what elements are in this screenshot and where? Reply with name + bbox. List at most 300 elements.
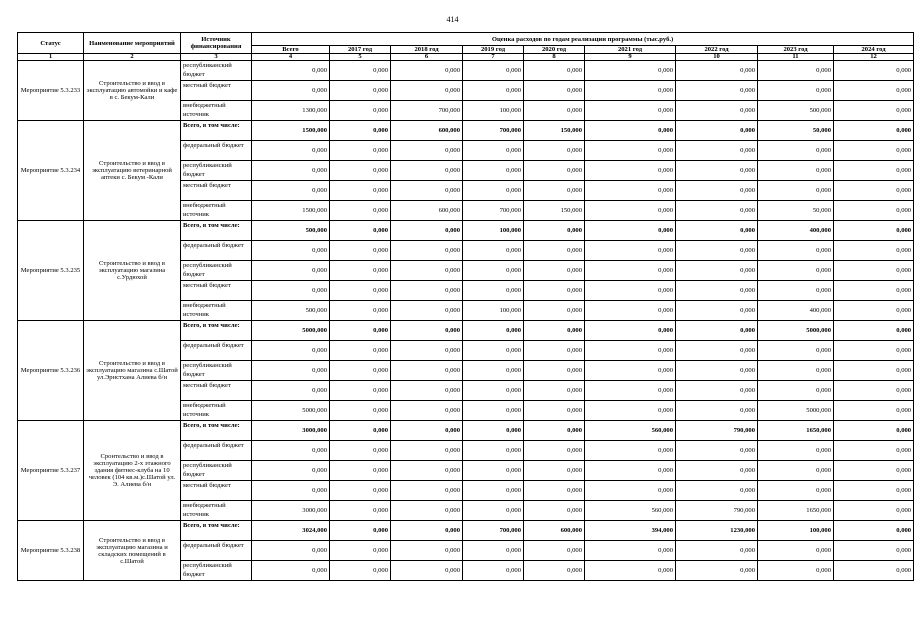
value-cell: 0,000 [252,181,330,201]
value-cell: 0,000 [330,281,391,301]
value-cell: 0,000 [676,241,758,261]
value-cell: 1230,000 [676,521,758,541]
value-cell: 0,000 [463,61,524,81]
value-cell: 0,000 [758,61,834,81]
value-cell: 0,000 [834,101,914,121]
source-cell: Всего, в том числе: [181,421,252,441]
value-cell: 100,000 [758,521,834,541]
value-cell: 0,000 [524,241,585,261]
value-cell: 0,000 [463,321,524,341]
value-cell: 0,000 [585,141,676,161]
value-cell: 0,000 [585,241,676,261]
status-cell: Мероприятие 5.3.234 [18,121,84,221]
column-number: 5 [330,54,391,61]
value-cell: 0,000 [676,441,758,461]
page-number: 414 [446,15,459,24]
value-cell: 0,000 [585,561,676,581]
value-cell: 1500,000 [252,121,330,141]
source-cell: местный бюджет [181,381,252,401]
value-cell: 500,000 [758,101,834,121]
value-cell: 0,000 [252,241,330,261]
value-cell: 0,000 [330,161,391,181]
value-cell: 0,000 [676,101,758,121]
value-cell: 0,000 [524,221,585,241]
status-cell: Мероприятие 5.3.233 [18,61,84,121]
source-cell: федеральный бюджет [181,241,252,261]
event-name-cell: Сронтельство и ввод в эксплуатацию 2-х этажного здания фитнес-клуба на 10 человек (104 кв.м.)с.Шатой ул. Э. Алиева б/н [84,421,181,521]
value-cell: 0,000 [758,161,834,181]
value-cell: 0,000 [758,561,834,581]
value-cell: 0,000 [676,401,758,421]
column-number: 8 [524,54,585,61]
value-cell: 0,000 [252,441,330,461]
column-number-row [18,54,914,61]
value-cell: 0,000 [252,541,330,561]
value-cell: 0,000 [676,81,758,101]
value-cell: 0,000 [524,381,585,401]
value-cell: 0,000 [330,441,391,461]
value-cell: 1650,000 [758,501,834,521]
value-cell: 0,000 [834,321,914,341]
source-cell: местный бюджет [181,281,252,301]
value-cell: 0,000 [330,561,391,581]
value-cell: 0,000 [585,301,676,321]
header-year: 2024 год [834,46,914,54]
value-cell: 0,000 [391,61,463,81]
value-cell: 0,000 [252,141,330,161]
value-cell: 0,000 [834,401,914,421]
value-cell: 0,000 [676,561,758,581]
value-cell: 0,000 [676,121,758,141]
value-cell: 0,000 [834,521,914,541]
value-cell: 100,000 [463,101,524,121]
value-cell: 50,000 [758,121,834,141]
value-cell: 600,000 [524,521,585,541]
value-cell: 0,000 [758,341,834,361]
header-year: 2019 год [463,46,524,54]
value-cell: 0,000 [834,461,914,481]
value-cell: 0,000 [758,361,834,381]
value-cell: 0,000 [524,141,585,161]
value-cell: 0,000 [834,421,914,441]
value-cell: 0,000 [834,441,914,461]
value-cell: 0,000 [463,501,524,521]
value-cell: 0,000 [585,321,676,341]
source-cell: федеральный бюджет [181,141,252,161]
value-cell: 0,000 [834,121,914,141]
value-cell: 0,000 [758,541,834,561]
value-cell: 0,000 [330,301,391,321]
source-cell: внебюджетный источник [181,101,252,121]
value-cell: 0,000 [758,141,834,161]
header-year: 2018 год [391,46,463,54]
column-number: 6 [391,54,463,61]
header-year: 2022 год [676,46,758,54]
value-cell: 0,000 [330,61,391,81]
value-cell: 0,000 [463,461,524,481]
source-cell: Всего, в том числе: [181,321,252,341]
table-row [18,221,914,241]
value-cell: 0,000 [834,241,914,261]
value-cell: 0,000 [330,321,391,341]
value-cell: 0,000 [330,401,391,421]
value-cell: 700,000 [463,201,524,221]
header-year: Всего [252,46,330,54]
value-cell: 0,000 [585,341,676,361]
table-row [18,521,914,541]
value-cell: 0,000 [463,481,524,501]
value-cell: 0,000 [463,261,524,281]
value-cell: 0,000 [330,101,391,121]
source-cell: республиканский бюджет [181,61,252,81]
value-cell: 0,000 [391,501,463,521]
value-cell: 0,000 [758,81,834,101]
value-cell: 0,000 [524,561,585,581]
value-cell: 0,000 [524,441,585,461]
value-cell: 400,000 [758,221,834,241]
value-cell: 0,000 [834,61,914,81]
value-cell: 0,000 [676,181,758,201]
value-cell: 5000,000 [252,401,330,421]
value-cell: 0,000 [463,341,524,361]
source-cell: внебюджетный источник [181,501,252,521]
source-cell: республиканский бюджет [181,561,252,581]
value-cell: 0,000 [524,481,585,501]
source-cell: республиканский бюджет [181,261,252,281]
column-number: 7 [463,54,524,61]
value-cell: 0,000 [463,81,524,101]
value-cell: 0,000 [834,281,914,301]
value-cell: 0,000 [330,421,391,441]
value-cell: 0,000 [524,361,585,381]
status-cell: Мероприятие 5.3.235 [18,221,84,321]
header-year: 2020 год [524,46,585,54]
value-cell: 0,000 [330,381,391,401]
value-cell: 0,000 [834,221,914,241]
table-row [18,421,914,441]
value-cell: 560,000 [585,421,676,441]
value-cell: 0,000 [758,381,834,401]
value-cell: 0,000 [834,341,914,361]
value-cell: 0,000 [252,341,330,361]
value-cell: 0,000 [391,301,463,321]
value-cell: 1650,000 [758,421,834,441]
value-cell: 0,000 [585,261,676,281]
value-cell: 0,000 [676,541,758,561]
value-cell: 50,000 [758,201,834,221]
column-number: 4 [252,54,330,61]
header-year: 2017 год [330,46,391,54]
value-cell: 1500,000 [252,201,330,221]
value-cell: 0,000 [676,381,758,401]
value-cell: 0,000 [330,481,391,501]
value-cell: 0,000 [252,381,330,401]
value-cell: 3024,000 [252,521,330,541]
value-cell: 0,000 [676,261,758,281]
value-cell: 0,000 [463,141,524,161]
value-cell: 0,000 [585,381,676,401]
value-cell: 0,000 [391,81,463,101]
source-cell: федеральный бюджет [181,541,252,561]
value-cell: 0,000 [391,321,463,341]
source-cell: республиканский бюджет [181,361,252,381]
value-cell: 0,000 [676,161,758,181]
value-cell: 0,000 [391,341,463,361]
value-cell: 0,000 [676,341,758,361]
value-cell: 0,000 [676,301,758,321]
value-cell: 0,000 [391,421,463,441]
value-cell: 0,000 [391,141,463,161]
source-cell: внебюджетный источник [181,401,252,421]
source-cell: местный бюджет [181,181,252,201]
value-cell: 0,000 [676,141,758,161]
expenses-table [17,32,914,581]
value-cell: 0,000 [834,261,914,281]
event-name-cell: Строительство и ввод в эксплуатацию магазина и складских помещений в с.Шатой [84,521,181,581]
header-year: 2023 год [758,46,834,54]
value-cell: 0,000 [758,481,834,501]
value-cell: 0,000 [834,201,914,221]
value-cell: 0,000 [585,121,676,141]
value-cell: 0,000 [463,361,524,381]
status-cell: Мероприятие 5.3.238 [18,521,84,581]
value-cell: 0,000 [585,181,676,201]
value-cell: 0,000 [330,521,391,541]
column-number: 10 [676,54,758,61]
value-cell: 0,000 [391,461,463,481]
value-cell: 0,000 [391,181,463,201]
value-cell: 0,000 [676,221,758,241]
value-cell: 0,000 [834,381,914,401]
source-cell: республиканский бюджет [181,461,252,481]
value-cell: 0,000 [585,361,676,381]
value-cell: 0,000 [330,81,391,101]
value-cell: 0,000 [524,341,585,361]
value-cell: 0,000 [524,161,585,181]
value-cell: 5000,000 [758,401,834,421]
value-cell: 0,000 [330,141,391,161]
value-cell: 0,000 [252,281,330,301]
source-cell: Всего, в том числе: [181,121,252,141]
table-row [18,321,914,341]
value-cell: 500,000 [252,301,330,321]
value-cell: 0,000 [330,541,391,561]
value-cell: 0,000 [585,61,676,81]
value-cell: 0,000 [330,261,391,281]
value-cell: 0,000 [758,261,834,281]
value-cell: 0,000 [463,241,524,261]
value-cell: 0,000 [676,321,758,341]
source-cell: федеральный бюджет [181,341,252,361]
header-status: Статус [18,33,84,54]
value-cell: 0,000 [330,121,391,141]
value-cell: 0,000 [391,441,463,461]
value-cell: 0,000 [391,241,463,261]
event-name-cell: Строительство и ввод в эксплуатацию магазина с.Урдюхой [84,221,181,321]
value-cell: 0,000 [834,181,914,201]
value-cell: 3000,000 [252,501,330,521]
value-cell: 394,000 [585,521,676,541]
value-cell: 0,000 [252,61,330,81]
value-cell: 0,000 [330,341,391,361]
value-cell: 0,000 [834,301,914,321]
header-year: 2021 год [585,46,676,54]
value-cell: 0,000 [391,261,463,281]
value-cell: 0,000 [252,261,330,281]
value-cell: 0,000 [585,101,676,121]
value-cell: 0,000 [463,541,524,561]
value-cell: 0,000 [676,461,758,481]
value-cell: 0,000 [758,241,834,261]
value-cell: 0,000 [391,541,463,561]
value-cell: 0,000 [330,241,391,261]
value-cell: 0,000 [463,441,524,461]
source-cell: Всего, в том числе: [181,221,252,241]
value-cell: 790,000 [676,421,758,441]
value-cell: 700,000 [463,121,524,141]
source-cell: местный бюджет [181,481,252,501]
value-cell: 0,000 [834,561,914,581]
value-cell: 600,000 [391,121,463,141]
table-row [18,121,914,141]
value-cell: 0,000 [524,501,585,521]
header-event: Наименование мероприятий [84,33,181,54]
value-cell: 0,000 [330,501,391,521]
value-cell: 790,000 [676,501,758,521]
value-cell: 0,000 [758,441,834,461]
value-cell: 0,000 [252,561,330,581]
table-body [18,61,914,581]
value-cell: 0,000 [524,401,585,421]
source-cell: внебюджетный источник [181,301,252,321]
value-cell: 700,000 [391,101,463,121]
value-cell: 0,000 [524,181,585,201]
header-estimate: Оценка расходов по годам реализации программы (тыс.руб.) [252,33,914,46]
value-cell: 0,000 [330,201,391,221]
column-number: 11 [758,54,834,61]
value-cell: 700,000 [463,521,524,541]
header-source: Источник финансирования [181,33,252,54]
value-cell: 0,000 [585,461,676,481]
value-cell: 0,000 [834,361,914,381]
value-cell: 0,000 [463,161,524,181]
value-cell: 0,000 [524,321,585,341]
value-cell: 0,000 [758,461,834,481]
value-cell: 0,000 [330,461,391,481]
value-cell: 560,000 [585,501,676,521]
value-cell: 0,000 [758,281,834,301]
value-cell: 0,000 [524,461,585,481]
value-cell: 0,000 [391,281,463,301]
value-cell: 0,000 [834,501,914,521]
value-cell: 0,000 [391,381,463,401]
value-cell: 0,000 [524,541,585,561]
value-cell: 500,000 [252,221,330,241]
value-cell: 100,000 [463,221,524,241]
value-cell: 0,000 [585,81,676,101]
value-cell: 0,000 [676,281,758,301]
value-cell: 0,000 [330,361,391,381]
value-cell: 0,000 [463,561,524,581]
value-cell: 0,000 [834,481,914,501]
status-cell: Мероприятие 5.3.236 [18,321,84,421]
value-cell: 3000,000 [252,421,330,441]
column-number: 12 [834,54,914,61]
value-cell: 0,000 [463,421,524,441]
value-cell: 400,000 [758,301,834,321]
column-number: 9 [585,54,676,61]
value-cell: 0,000 [676,361,758,381]
value-cell: 0,000 [391,401,463,421]
value-cell: 0,000 [676,201,758,221]
value-cell: 5000,000 [252,321,330,341]
value-cell: 0,000 [463,281,524,301]
value-cell: 0,000 [524,101,585,121]
column-number: 3 [181,54,252,61]
value-cell: 0,000 [585,401,676,421]
value-cell: 0,000 [585,161,676,181]
value-cell: 0,000 [391,221,463,241]
value-cell: 0,000 [391,361,463,381]
value-cell: 0,000 [252,361,330,381]
value-cell: 0,000 [758,181,834,201]
value-cell: 5000,000 [758,321,834,341]
value-cell: 0,000 [834,141,914,161]
value-cell: 0,000 [252,81,330,101]
value-cell: 0,000 [463,181,524,201]
value-cell: 0,000 [585,201,676,221]
value-cell: 0,000 [585,221,676,241]
value-cell: 0,000 [834,161,914,181]
value-cell: 0,000 [330,221,391,241]
event-name-cell: Строительство и ввод в эксплуатацию автомойки и кафе в с. Бекум-Кали [84,61,181,121]
value-cell: 0,000 [463,381,524,401]
value-cell: 0,000 [585,481,676,501]
value-cell: 0,000 [524,301,585,321]
source-cell: республиканский бюджет [181,161,252,181]
column-number: 2 [84,54,181,61]
value-cell: 0,000 [524,61,585,81]
value-cell: 600,000 [391,201,463,221]
value-cell: 0,000 [463,401,524,421]
value-cell: 0,000 [524,281,585,301]
source-cell: внебюджетный источник [181,201,252,221]
event-name-cell: Строительство и ввод в эксплуатацию ветеринарной аптеки с. Бекум -Кали [84,121,181,221]
value-cell: 0,000 [834,81,914,101]
value-cell: 0,000 [585,281,676,301]
value-cell: 0,000 [391,161,463,181]
value-cell: 0,000 [585,541,676,561]
value-cell: 150,000 [524,201,585,221]
value-cell: 0,000 [330,181,391,201]
column-number: 1 [18,54,84,61]
event-name-cell: Строительство и ввод в эксплуатацию магазина с.Шатой ул.Эрнстхана Алиева б/н [84,321,181,421]
table-row [18,61,914,81]
value-cell: 0,000 [524,261,585,281]
source-cell: местный бюджет [181,81,252,101]
value-cell: 0,000 [676,61,758,81]
value-cell: 0,000 [585,441,676,461]
source-cell: Всего, в том числе: [181,521,252,541]
source-cell: федеральный бюджет [181,441,252,461]
value-cell: 0,000 [391,561,463,581]
value-cell: 100,000 [463,301,524,321]
value-cell: 0,000 [252,481,330,501]
value-cell: 0,000 [676,481,758,501]
value-cell: 0,000 [524,81,585,101]
value-cell: 150,000 [524,121,585,141]
value-cell: 1300,000 [252,101,330,121]
